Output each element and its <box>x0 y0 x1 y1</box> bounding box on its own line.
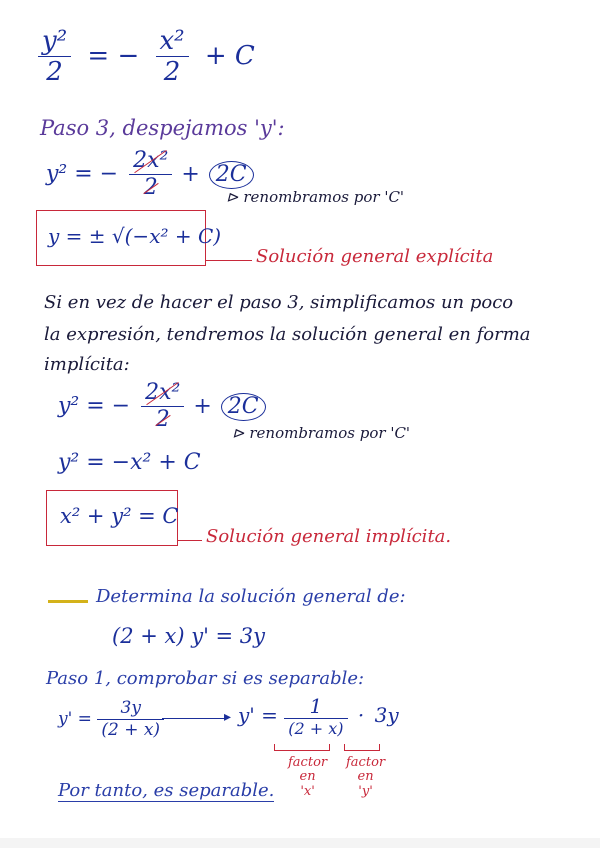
eq3-numerator <box>141 382 184 406</box>
eq5-right-numerator: 1 <box>309 694 323 718</box>
rhs-numerator: x² <box>159 26 185 56</box>
factor-y-bracket <box>344 744 380 751</box>
eq3-lhs: y² = − <box>58 393 131 419</box>
equation-5-right <box>238 696 399 737</box>
conclusion-text <box>58 782 274 800</box>
eq5-lhs: y' = <box>58 709 92 729</box>
paso-3-heading: Paso 3, despejamos 'y': <box>40 116 285 140</box>
equation-5 <box>58 700 164 739</box>
rhs-denominator: 2 <box>156 56 189 85</box>
eq5-left-numerator: 3y <box>120 698 141 718</box>
eq2-numerator <box>129 150 172 174</box>
lhs-denominator: 2 <box>38 56 71 85</box>
paso-1-heading: Paso 1, comprobar si es separable: <box>46 668 365 689</box>
eq5-left-denominator: (2 + x) <box>97 719 164 739</box>
equation-4: y² = −x² + C <box>58 450 201 475</box>
task-equation: (2 + x) y' = 3y <box>112 624 266 648</box>
factor-y-word: factor <box>346 755 386 770</box>
eq5-tail: 3y <box>374 703 399 727</box>
eq3-plus: + <box>193 393 212 419</box>
eq2-lhs: y² = − <box>46 161 119 187</box>
eq3-denominator <box>141 406 184 431</box>
eq5-right-lhs: y' = <box>238 703 278 727</box>
equals-minus: = − <box>87 40 140 71</box>
eq2-den-text: 2 <box>143 175 158 200</box>
eq2-denominator <box>129 174 172 199</box>
eq5-fraction-right <box>284 696 347 737</box>
page-bottom-edge <box>0 838 600 848</box>
factor-y-label <box>346 756 385 799</box>
eq2-note-arrow: ⊳ <box>226 188 239 206</box>
factor-x-bracket <box>274 744 330 751</box>
factor-y-var: 'y' <box>358 783 373 799</box>
eq2-note <box>226 190 404 205</box>
eq2-plus: + <box>181 161 200 187</box>
eq5-dot: · <box>357 703 365 727</box>
eq2-note-text: renombramos por 'C' <box>243 188 405 206</box>
eq3-note-arrow: ⊳ <box>232 424 245 442</box>
fraction-lhs <box>38 28 71 85</box>
eq2-fraction <box>129 150 172 199</box>
equation-2 <box>46 150 254 199</box>
implicit-solution-label: Solución general implícita. <box>206 526 452 547</box>
task-text: Determina la solución general de: <box>96 586 406 607</box>
factor-x-word: factor <box>288 755 328 770</box>
paragraph-line-3: implícita: <box>44 354 130 375</box>
explicit-solution-equation: y = ± √(−x² + C) <box>48 224 222 248</box>
eq3-circled-constant: 2C <box>221 393 266 421</box>
eq3-den-text: 2 <box>155 407 170 432</box>
eq5-fraction-left <box>97 700 164 739</box>
plus-c: + C <box>204 40 255 71</box>
fraction-rhs <box>156 28 189 85</box>
explicit-arrow-line <box>206 260 252 261</box>
eq5-transform-arrow <box>162 718 228 719</box>
equation-1 <box>38 28 255 85</box>
eq3-note <box>232 426 410 441</box>
conclusion-underlined: Por tanto, es separable. <box>58 780 275 801</box>
paragraph-line-2: la expresión, tendremos la solución general en forma <box>44 324 531 345</box>
eq2-num-text: 2x² <box>133 148 169 173</box>
lhs-numerator: y² <box>42 26 68 56</box>
eq3-num-text: 2x² <box>145 380 181 405</box>
implicit-arrow-line <box>178 540 202 541</box>
eq5-arrow-head: ▸ <box>224 709 232 725</box>
factor-x-var: 'x' <box>300 783 315 799</box>
factor-y-en: en <box>357 769 374 785</box>
task-highlight-arrow <box>48 600 88 603</box>
eq3-fraction <box>141 382 184 431</box>
explicit-solution-label: Solución general explícita <box>256 246 494 267</box>
eq3-note-text: renombramos por 'C' <box>249 424 411 442</box>
factor-x-label <box>288 756 327 799</box>
eq5-right-denominator: (2 + x) <box>284 718 347 737</box>
paragraph-line-1: Si en vez de hacer el paso 3, simplificamos un poco <box>44 292 514 313</box>
factor-x-en: en <box>299 769 316 785</box>
implicit-solution-equation: x² + y² = C <box>60 504 179 528</box>
eq2-circled-constant: 2C <box>209 161 254 189</box>
